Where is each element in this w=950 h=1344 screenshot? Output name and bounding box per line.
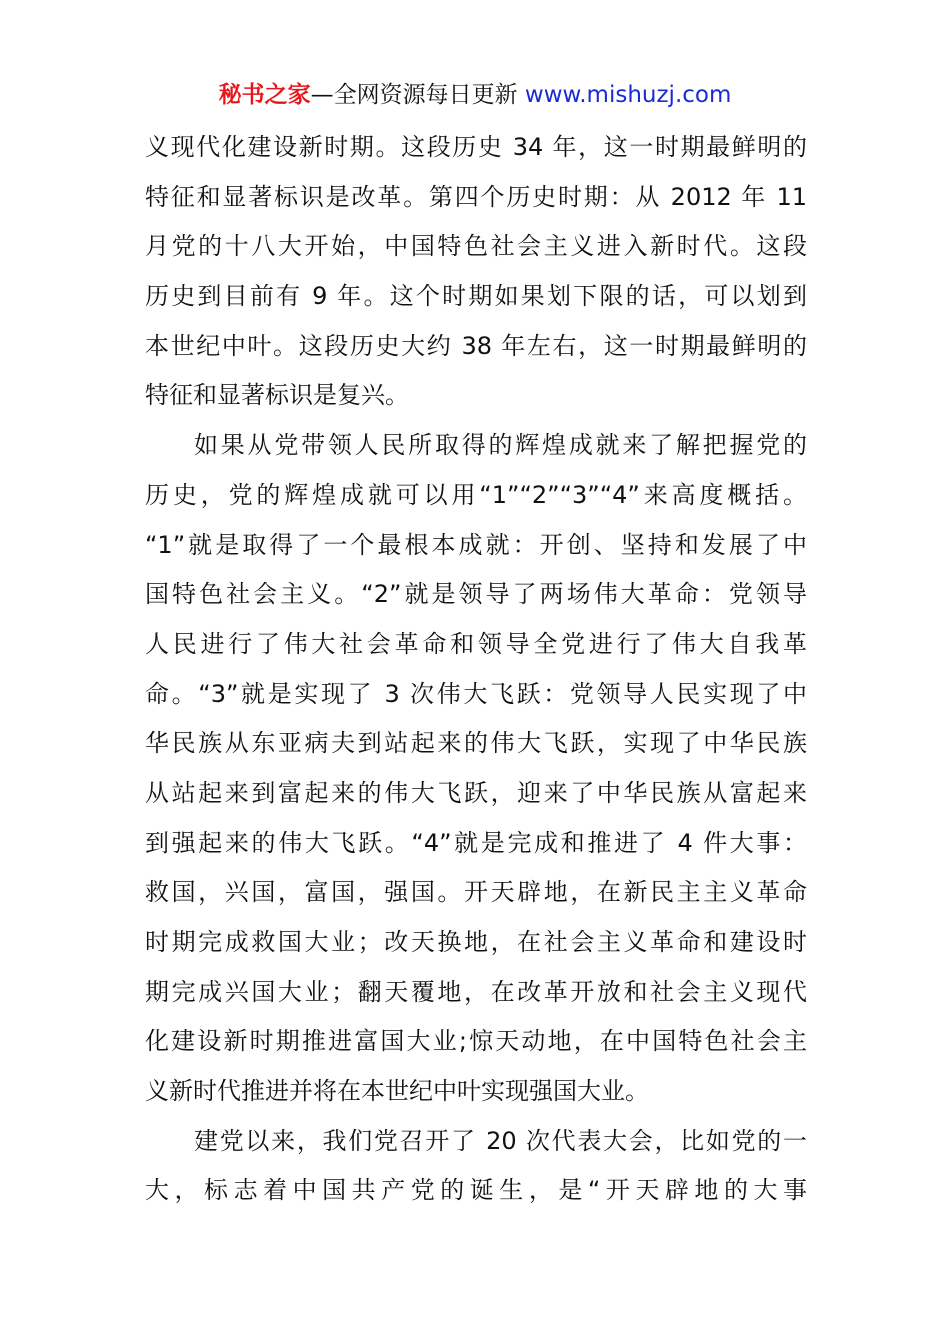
text-line: 特征和显著标识是改革。第四个历史时期：从 2012 年 11 bbox=[145, 182, 807, 211]
text-line: 救国，兴国，富国，强国。开天辟地，在新民主主义革命 bbox=[145, 878, 807, 907]
text-line: 时期完成救国大业；改天换地，在社会主义革命和建设时 bbox=[145, 928, 807, 956]
text-line: 历史，党的辉煌成就可以用“1”“2”“3”“4”来高度概括。 bbox=[145, 480, 807, 509]
text-line: 历史到目前有 9 年。这个时期如果划下限的话，可以划到 bbox=[145, 282, 807, 311]
text-line: 本世纪中叶。这段历史大约 38 年左右，这一时期最鲜明的 bbox=[145, 331, 807, 360]
text-line: 化建设新时期推进富国大业;惊天动地，在中国特色社会主 bbox=[145, 1027, 807, 1056]
text-line: 华民族从东亚病夫到站起来的伟大飞跃，实现了中华民族 bbox=[145, 729, 807, 758]
text-line: 大，标志着中国共产党的诞生，是“开天辟地的大事 bbox=[145, 1176, 807, 1205]
document-body bbox=[145, 123, 807, 1216]
text-line: 从站起来到富起来的伟大飞跃，迎来了中华民族从富起来 bbox=[145, 778, 807, 807]
text-line: 特征和显著标识是复兴。 bbox=[145, 381, 409, 410]
text-line: 国特色社会主义。“2”就是领导了两场伟大革命：党领导 bbox=[145, 580, 807, 609]
page-header bbox=[0, 80, 950, 110]
header-site-link[interactable]: www.mishuzj.com bbox=[524, 82, 732, 108]
header-slogan: —全网资源每日更新 bbox=[310, 82, 518, 108]
text-line: 义现代化建设新时期。这段历史 34 年，这一时期最鲜明的 bbox=[145, 133, 807, 161]
text-line: 建党以来，我们党召开了 20 次代表大会，比如党的一 bbox=[194, 1126, 807, 1155]
text-line: 期完成兴国大业；翻天覆地，在改革开放和社会主义现代 bbox=[145, 977, 807, 1006]
text-line: 义新时代推进并将在本世纪中叶实现强国大业。 bbox=[145, 1077, 649, 1106]
text-line: 如果从党带领人民所取得的辉煌成就来了解把握党的 bbox=[194, 431, 807, 460]
text-line: 月党的十八大开始，中国特色社会主义进入新时代。这段 bbox=[145, 232, 807, 261]
header-brand: 秘书之家 bbox=[218, 82, 311, 108]
text-line: 命。“3”就是实现了 3 次伟大飞跃：党领导人民实现了中 bbox=[145, 679, 807, 708]
text-line: 人民进行了伟大社会革命和领导全党进行了伟大自我革 bbox=[145, 629, 807, 658]
text-line: “1”就是取得了一个最根本成就：开创、坚持和发展了中 bbox=[145, 530, 807, 559]
text-line: 到强起来的伟大飞跃。“4”就是完成和推进了 4 件大事： bbox=[145, 828, 807, 857]
